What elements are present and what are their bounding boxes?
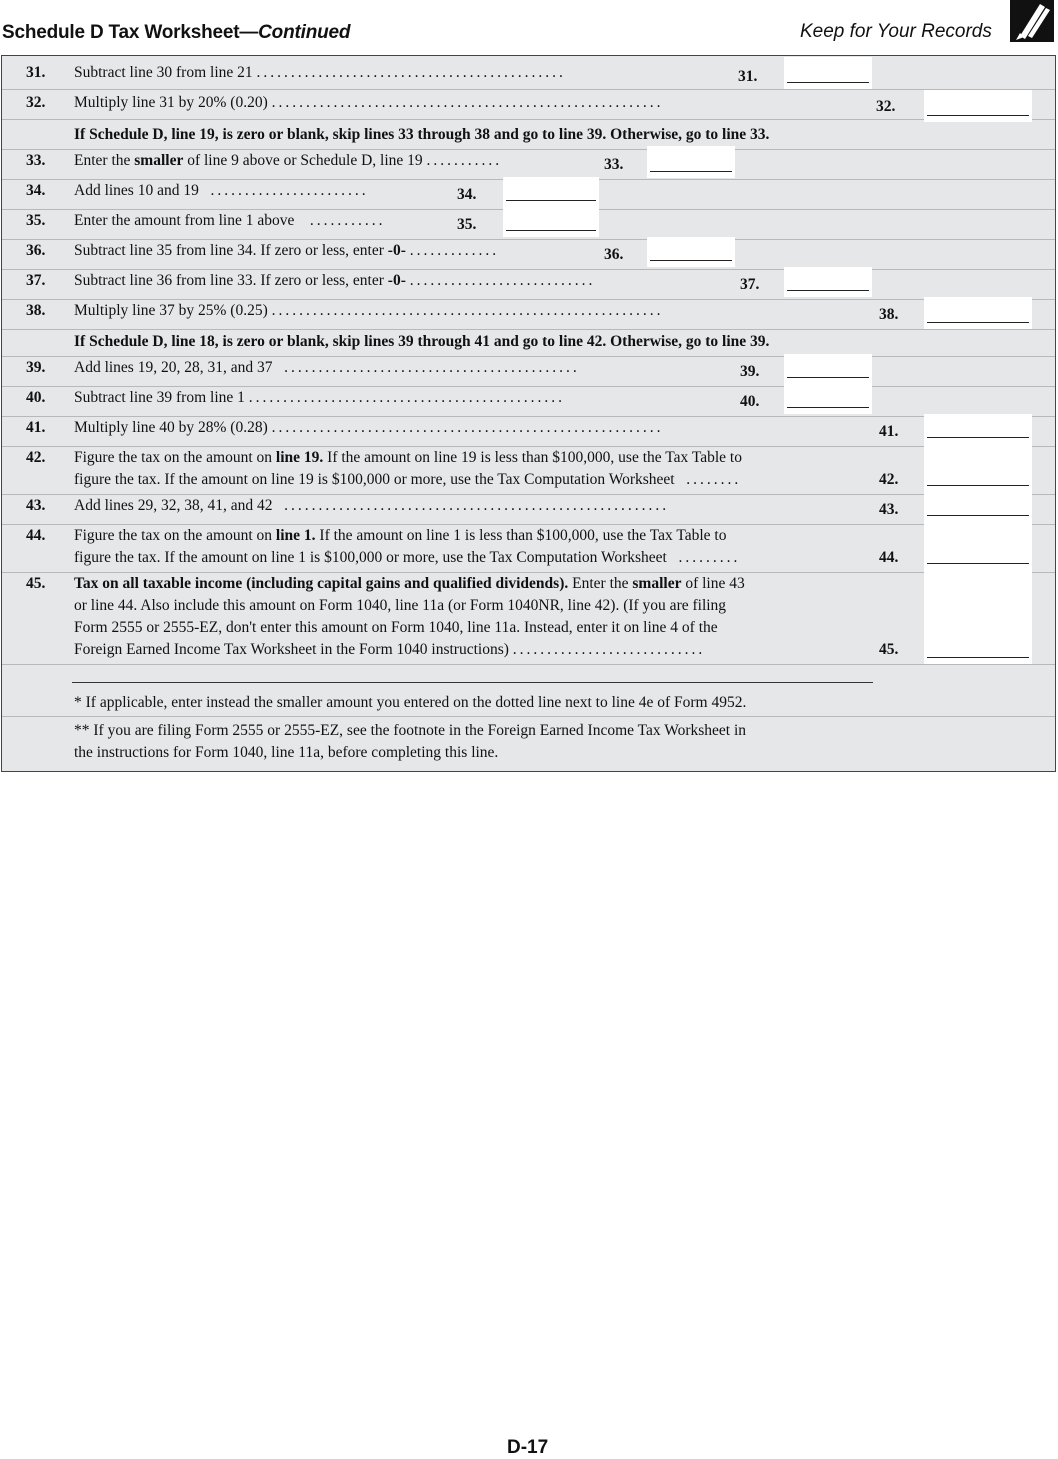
worksheet-title: Schedule D Tax Worksheet—Continued	[2, 22, 351, 43]
line-44-amount-field[interactable]	[924, 522, 1032, 570]
line-31-number: 31.	[26, 64, 46, 81]
line-39-amount-field[interactable]	[784, 354, 872, 384]
line-32-text: Multiply line 31 by 20% (0.20) .........................................................	[74, 94, 664, 111]
line-45-amount-field[interactable]	[924, 570, 1032, 664]
line-44-text-1: Figure the tax on the amount on line 1. If the amount on line 1 is less than $100,000, use the Tax Table to	[74, 527, 727, 544]
line-35-ref: 35.	[457, 216, 477, 233]
line-34-ref: 34.	[457, 186, 477, 203]
line-40-text: Subtract line 39 from line 1 ..............................................	[74, 389, 566, 406]
line-36-amount-field[interactable]	[647, 237, 735, 267]
footnote-divider	[72, 682, 873, 683]
line-44-text-2: figure the tax. If the amount on line 1 is $100,000 or more, use the Tax Computation Worksheet .........	[74, 549, 741, 566]
line-41-amount-field[interactable]	[924, 414, 1032, 444]
line-45-text-2: or line 44. Also include this amount on Form 1040, line 11a (or Form 1040NR, line 42). (If you are filing	[74, 597, 727, 614]
line-42-amount-field[interactable]	[924, 444, 1032, 492]
line-34-number: 34.	[26, 182, 46, 199]
line-36-ref: 36.	[604, 246, 624, 263]
line-39-ref: 39.	[740, 363, 760, 380]
line-33-text: Enter the smaller of line 9 above or Schedule D, line 19 ...........	[74, 152, 503, 169]
footnote-2-line-2: the instructions for Form 1040, line 11a, before completing this line.	[74, 744, 499, 761]
line-38-ref: 38.	[879, 306, 899, 323]
instruction-skip-39-41: If Schedule D, line 18, is zero or blank, skip lines 39 through 41 and go to line 42. Otherwise, go to line 39.	[74, 333, 770, 350]
line-37-amount-field[interactable]	[784, 267, 872, 297]
line-38-number: 38.	[26, 302, 46, 319]
line-38-text: Multiply line 37 by 25% (0.25) .........................................................	[74, 302, 664, 319]
footnote-1: * If applicable, enter instead the smaller amount you entered on the dotted line next to line 4e of Form 4952.	[74, 694, 747, 711]
line-43-ref: 43.	[879, 501, 899, 518]
line-32-ref: 32.	[876, 98, 896, 115]
line-41-ref: 41.	[879, 423, 899, 440]
line-32-number: 32.	[26, 94, 46, 111]
line-33-number: 33.	[26, 152, 46, 169]
line-33-amount-field[interactable]	[647, 146, 735, 178]
line-43-amount-field[interactable]	[924, 492, 1032, 522]
line-43-text: Add lines 29, 32, 38, 41, and 42 ........................................................	[74, 497, 670, 514]
line-41-number: 41.	[26, 419, 46, 436]
line-34-text: Add lines 10 and 19 .......................	[74, 182, 369, 199]
line-32-amount-field[interactable]	[924, 90, 1032, 122]
line-40-ref: 40.	[740, 393, 760, 410]
line-37-ref: 37.	[740, 276, 760, 293]
line-44-number: 44.	[26, 527, 46, 544]
line-42-text-2: figure the tax. If the amount on line 19 is $100,000 or more, use the Tax Computation Worksheet ........	[74, 471, 742, 488]
line-34-amount-field[interactable]	[503, 177, 599, 207]
pencil-icon	[1010, 0, 1054, 42]
line-42-ref: 42.	[879, 471, 899, 488]
line-42-text-1: Figure the tax on the amount on line 19. If the amount on line 19 is less than $100,000, use the Tax Table to	[74, 449, 742, 466]
line-40-amount-field[interactable]	[784, 384, 872, 414]
line-38-amount-field[interactable]	[924, 297, 1032, 329]
line-37-number: 37.	[26, 272, 46, 289]
line-45-ref: 45.	[879, 641, 899, 658]
line-31-ref: 31.	[738, 68, 758, 85]
line-40-number: 40.	[26, 389, 46, 406]
keep-for-records-label: Keep for Your Records	[800, 21, 992, 42]
line-37-text: Subtract line 36 from line 33. If zero or less, enter -0- ...........................	[74, 272, 596, 289]
line-39-text: Add lines 19, 20, 28, 31, and 37 ...........................................	[74, 359, 580, 376]
footnote-2-line-1: ** If you are filing Form 2555 or 2555-EZ, see the footnote in the Foreign Earned Income Tax Worksheet in	[74, 722, 747, 739]
line-42-number: 42.	[26, 449, 46, 466]
line-45-text-4: Foreign Earned Income Tax Worksheet in the Form 1040 instructions) ............................	[74, 641, 706, 658]
line-44-ref: 44.	[879, 549, 899, 566]
line-39-number: 39.	[26, 359, 46, 376]
line-45-text-3: Form 2555 or 2555-EZ, don't enter this amount on Form 1040, line 11a. Instead, enter it on line 4 of the	[74, 619, 718, 636]
page-number: D-17	[507, 1437, 549, 1458]
line-36-number: 36.	[26, 242, 46, 259]
line-31-text: Subtract line 30 from line 21 .............................................	[74, 64, 566, 81]
line-45-text-1: Tax on all taxable income (including capital gains and qualified dividends). Enter the smaller of line 43	[74, 575, 745, 592]
instruction-skip-33-38: If Schedule D, line 19, is zero or blank, skip lines 33 through 38 and go to line 39. Otherwise, go to line 33.	[74, 126, 770, 143]
line-36-text: Subtract line 35 from line 34. If zero or less, enter -0- .............	[74, 242, 500, 259]
line-35-number: 35.	[26, 212, 46, 229]
line-45-number: 45.	[26, 575, 46, 592]
line-35-text: Enter the amount from line 1 above ...........	[74, 212, 386, 229]
line-41-text: Multiply line 40 by 28% (0.28) .........................................................	[74, 419, 664, 436]
line-31-amount-field[interactable]	[784, 57, 872, 89]
line-33-ref: 33.	[604, 156, 624, 173]
line-35-amount-field[interactable]	[503, 207, 599, 237]
line-43-number: 43.	[26, 497, 46, 514]
